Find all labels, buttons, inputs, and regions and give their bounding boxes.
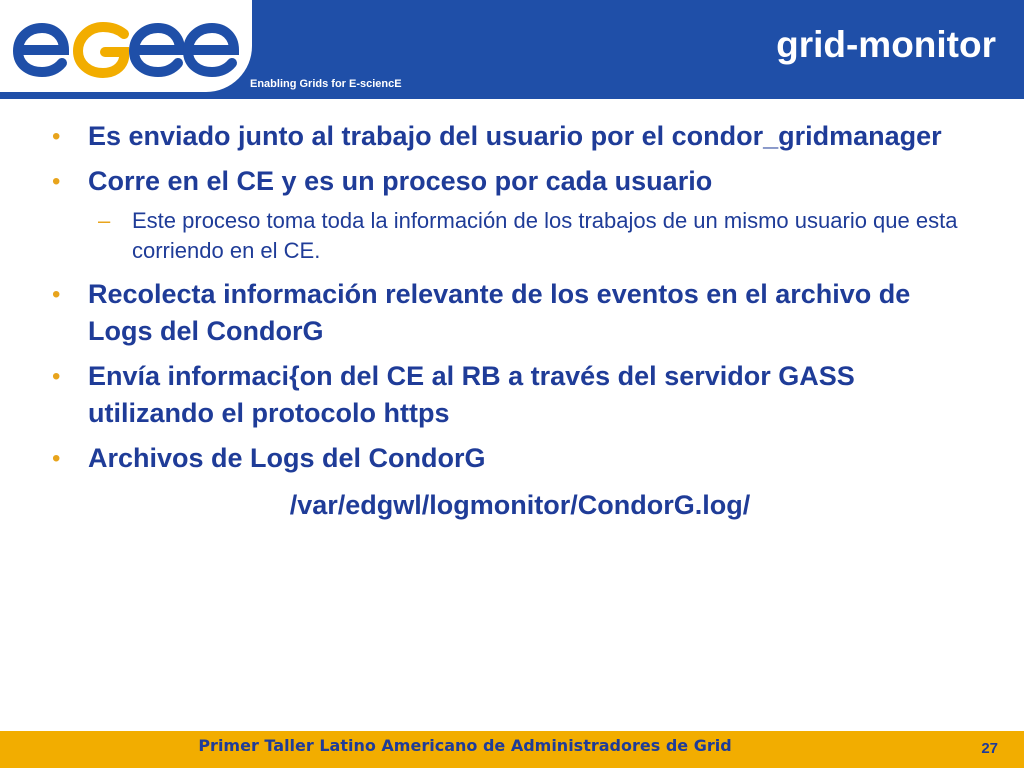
bullet-item-2 (50, 163, 980, 200)
logo-letter-e-1 (18, 28, 64, 72)
bullet-icon: • (52, 123, 61, 150)
bullet-item-5 (50, 440, 980, 477)
bullet-item-3 (50, 276, 980, 350)
footer-bar (0, 731, 1024, 768)
bullet-icon: • (52, 363, 61, 390)
bullet-icon: • (52, 445, 61, 472)
bullet-text: Recolecta información relevante de los eventos en el archivo de Logs del CondorG (88, 279, 911, 346)
bullet-item-1 (50, 118, 980, 155)
egee-logo (12, 18, 242, 78)
logo-letter-e-3 (188, 28, 234, 72)
log-path: /var/edgwl/logmonitor/CondorG.log/ (289, 490, 751, 520)
bullet-item-4 (50, 358, 980, 432)
sub-bullet-item (50, 206, 980, 266)
page-number: 27 (981, 740, 998, 757)
logo-area (0, 0, 252, 92)
dash-icon: – (98, 208, 111, 233)
slide-title: grid-monitor (776, 24, 996, 65)
bullet-text: Es enviado junto al trabajo del usuario por el condor_gridmanager (88, 121, 942, 151)
logo-letter-g (78, 27, 124, 73)
bullet-text: Corre en el CE y es un proceso por cada usuario (88, 166, 713, 196)
tagline: Enabling Grids for E-sciencE (250, 78, 402, 90)
bullet-text: Archivos de Logs del CondorG (88, 443, 486, 473)
bullet-icon: • (52, 281, 61, 308)
slide-content (50, 118, 980, 525)
footer-text: Primer Taller Latino Americano de Administradores de Grid (198, 736, 732, 755)
bullet-text: Envía informaci{on del CE al RB a través del servidor GASS utilizando el protocolo https (88, 361, 855, 428)
bullet-icon: • (52, 168, 61, 195)
sub-bullet-text: Este proceso toma toda la información de los trabajos de un mismo usuario que esta corriendo en el CE. (132, 208, 958, 263)
logo-letter-e-2 (134, 28, 180, 72)
